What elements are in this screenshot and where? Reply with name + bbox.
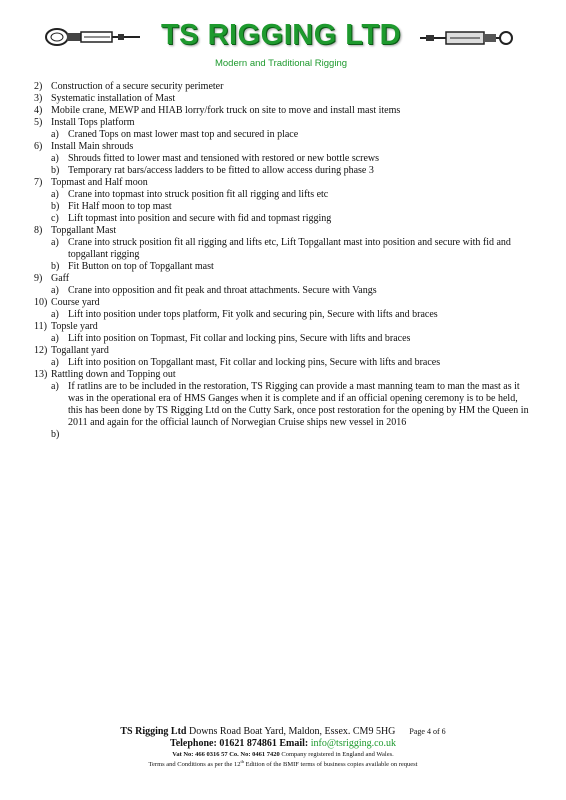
sub-item-text: Lift topmast into position and secure with fid and topmast rigging xyxy=(68,213,332,224)
item-text: Gaff xyxy=(51,273,70,284)
sub-item-letter: a) xyxy=(51,333,59,344)
sub-item-text: Fit Half moon to top mast xyxy=(68,201,172,212)
item-text: Topsle yard xyxy=(51,321,98,332)
sub-item xyxy=(34,153,534,165)
item-number: 12) xyxy=(34,345,48,356)
terms-sup: th xyxy=(240,759,244,764)
sub-item-letter: a) xyxy=(51,381,59,392)
list-item xyxy=(34,297,534,309)
sub-item-letter: a) xyxy=(51,285,59,296)
item-text: Systematic installation of Mast xyxy=(51,93,176,104)
list-item xyxy=(34,105,534,117)
sub-item xyxy=(34,333,534,345)
sub-item xyxy=(34,309,534,321)
item-text: Togallant yard xyxy=(51,345,109,356)
telephone-number: 01621 874861 xyxy=(216,738,280,749)
item-text: Course yard xyxy=(51,297,100,308)
list-item xyxy=(34,345,534,357)
footer-company: TS Rigging Ltd xyxy=(120,726,187,737)
item-text: Rattling down and Topping out xyxy=(51,369,176,380)
sub-item-letter: b) xyxy=(51,261,60,272)
sub-item xyxy=(34,201,534,213)
item-number: 8) xyxy=(34,225,43,236)
sub-item-letter: b) xyxy=(51,201,60,212)
item-number: 11) xyxy=(34,321,47,332)
sub-item xyxy=(34,213,534,225)
item-text: Mobile crane, MEWP and HIAB lorry/fork truck on site to move and install mast items xyxy=(51,105,401,116)
item-number: 3) xyxy=(34,93,43,104)
company-title: TS RIGGING LTD xyxy=(160,19,402,51)
list-item xyxy=(34,141,534,153)
sub-item-text: Craned Tops on mast lower mast top and secured in place xyxy=(68,129,299,140)
list-item xyxy=(34,369,534,381)
page-number: Page 4 of 6 xyxy=(409,727,446,736)
item-text: Construction of a secure security perimeter xyxy=(51,81,224,92)
list-item xyxy=(34,225,534,237)
item-number: 9) xyxy=(34,273,43,284)
rigging-screw-icon xyxy=(44,26,144,48)
terms-text-b: Edition of the BMIF terms of business copies available on request xyxy=(244,761,418,769)
item-text: Topgallant Mast xyxy=(51,225,117,236)
item-text: Install Tops platform xyxy=(51,117,135,128)
sub-item-letter: b) xyxy=(51,165,60,176)
sub-item xyxy=(34,261,534,273)
item-number: 4) xyxy=(34,105,43,116)
list-item xyxy=(34,177,534,189)
vat-company-numbers: Vat No: 466 0316 57 Co. No: 0461 7420 xyxy=(172,751,280,758)
sub-item-text: Crane into struck position fit all rigging and lifts etc, Lift Topgallant mast into position and secure with fid and topgallant rigging xyxy=(68,237,511,260)
company-tagline: Modern and Traditional Rigging xyxy=(214,58,348,69)
sub-item xyxy=(34,237,534,261)
sub-item xyxy=(34,165,534,177)
footer-registration-line xyxy=(0,751,566,758)
list-item xyxy=(34,117,534,129)
list-item xyxy=(34,93,534,105)
sub-item-letter: a) xyxy=(51,237,59,248)
sub-item-text: Crane into topmast into struck position fit all rigging and lifts etc xyxy=(68,189,329,200)
footer-terms-line xyxy=(0,759,566,768)
sub-item xyxy=(34,189,534,201)
sub-item-letter: a) xyxy=(51,357,59,368)
sub-item-letter: a) xyxy=(51,309,59,320)
registered-text: Company registered in England and Wales. xyxy=(279,751,394,758)
footer-contact-line xyxy=(0,738,566,749)
item-number: 7) xyxy=(34,177,43,188)
email-link[interactable]: info@tsrigging.co.uk xyxy=(308,738,397,749)
terms-text-a: Terms and Conditions as per the 12 xyxy=(148,761,241,769)
item-number: 6) xyxy=(34,141,43,152)
item-number: 10) xyxy=(34,297,48,308)
letterhead xyxy=(0,0,566,80)
sub-item-letter: a) xyxy=(51,189,59,200)
procedure-list xyxy=(34,81,534,440)
sub-item-letter: a) xyxy=(51,153,59,164)
sub-item-text: Fit Button on top of Topgallant mast xyxy=(68,261,214,272)
list-item xyxy=(34,273,534,285)
turnbuckle-icon xyxy=(418,27,518,49)
list-item xyxy=(34,321,534,333)
sub-item-text: Lift into position under tops platform, Fit yolk and securing pin, Secure with lifts and braces xyxy=(68,309,438,320)
item-number: 2) xyxy=(34,81,43,92)
footer-address: Downs Road Boat Yard, Maldon, Essex. CM9 5HG xyxy=(186,726,396,737)
sub-item-text: Crane into opposition and fit peak and throat attachments. Secure with Vangs xyxy=(68,285,377,296)
sub-item xyxy=(34,357,534,369)
footer-address-line xyxy=(0,726,566,737)
sub-item-text: Lift into position on Topmast, Fit collar and locking pins, Secure with lifts and braces xyxy=(68,333,411,344)
sub-item-text: Lift into position on Topgallant mast, Fit collar and locking pins, Secure with lifts and braces xyxy=(68,357,441,368)
sub-item-letter: c) xyxy=(51,213,59,224)
sub-item xyxy=(34,129,534,141)
item-text: Topmast and Half moon xyxy=(51,177,148,188)
item-text: Install Main shrouds xyxy=(51,141,134,152)
sub-item-letter: b) xyxy=(51,429,60,440)
item-number: 5) xyxy=(34,117,43,128)
sub-item-text: Temporary rat bars/access ladders to be fitted to allow access during phase 3 xyxy=(68,165,374,176)
sub-item xyxy=(34,381,534,429)
sub-item-letter: a) xyxy=(51,129,59,140)
sub-item-text: Shrouds fitted to lower mast and tensioned with restored or new bottle screws xyxy=(68,153,380,164)
telephone-label: Telephone: xyxy=(169,738,217,749)
list-item xyxy=(34,81,534,93)
item-number: 13) xyxy=(34,369,48,380)
sub-item xyxy=(34,285,534,297)
sub-item-text: If ratlins are to be included in the restoration, TS Rigging can provide a mast manning team to man the mast as it was in the operational era of HMS Ganges when it is complete and if an official opening ceremony is to be held, this has been done by TS Rigging Ltd on the Cutty Sark, once post restoration for the opening by HM the Queen in 2011 and again for the official launch of Norwegian Cruise ships new vessel in 2016 xyxy=(68,381,529,428)
email-label: Email: xyxy=(279,738,309,749)
